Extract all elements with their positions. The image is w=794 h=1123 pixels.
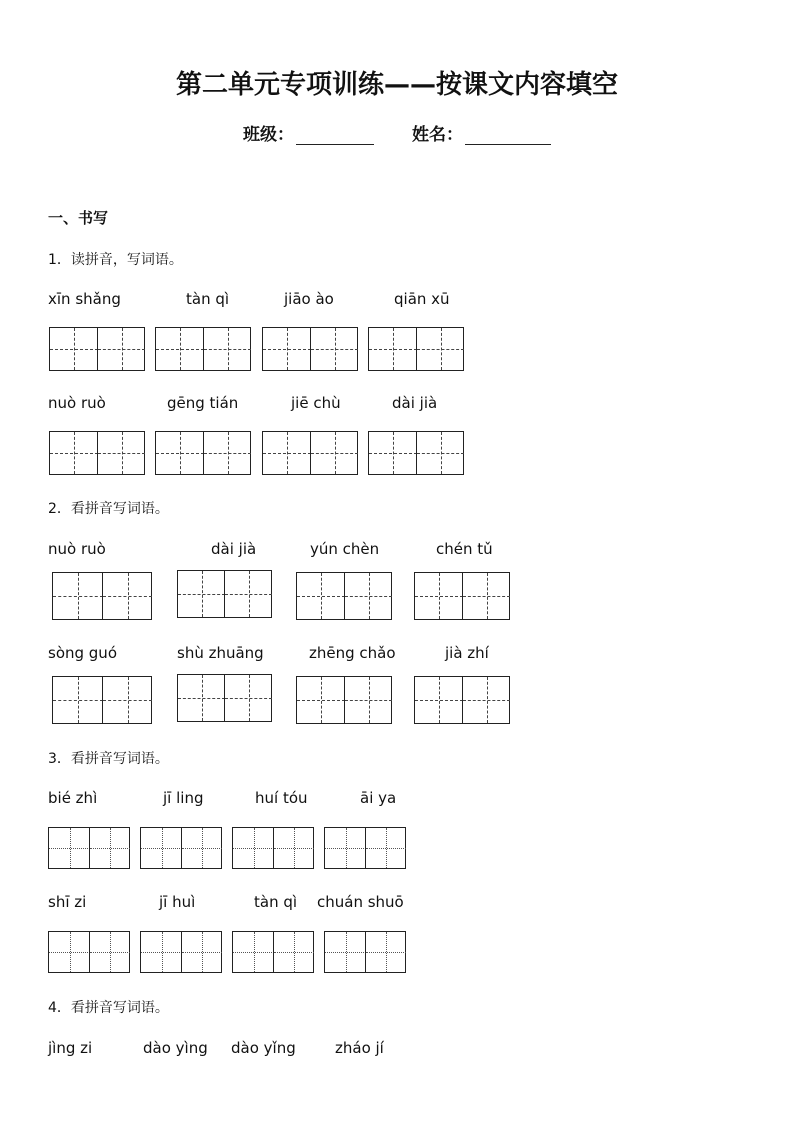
pinyin-word: jī ling [163, 789, 204, 807]
name-field [412, 120, 551, 145]
pinyin-word: jī huì [159, 893, 196, 911]
name-blank[interactable] [465, 126, 551, 145]
page-title: 第二单元专项训练——按课文内容填空 [175, 70, 618, 100]
q3-pinyin-row-1 [0, 789, 794, 809]
tianzige-box[interactable] [296, 676, 392, 724]
tianzige-box[interactable] [177, 570, 272, 618]
pinyin-word: dào yǐng [231, 1039, 296, 1057]
pinyin-word: tàn qì [186, 290, 230, 308]
q2-pinyin-row-1 [0, 540, 794, 560]
question-2-text: 2．看拼音写词语。 [48, 501, 169, 517]
tianzige-box[interactable] [48, 827, 130, 869]
pinyin-word: dài jià [211, 540, 257, 558]
pinyin-word: tàn qì [254, 893, 298, 911]
tianzige-box[interactable] [232, 931, 314, 973]
pinyin-word: dào yìng [143, 1039, 208, 1057]
tianzige-box[interactable] [49, 431, 145, 475]
tianzige-box[interactable] [48, 931, 130, 973]
class-field [243, 120, 374, 145]
question-3-text: 3．看拼音写词语。 [48, 751, 169, 767]
tianzige-box[interactable] [296, 572, 392, 620]
tianzige-box[interactable] [177, 674, 272, 722]
student-info [0, 120, 794, 145]
tianzige-box[interactable] [52, 572, 152, 620]
pinyin-word: zhēng chǎo [309, 644, 396, 662]
pinyin-word: shù zhuāng [177, 644, 264, 662]
tianzige-box[interactable] [368, 327, 464, 371]
pinyin-word: nuò ruò [48, 540, 106, 558]
tianzige-box[interactable] [49, 327, 145, 371]
pinyin-word: bié zhì [48, 789, 98, 807]
class-blank[interactable] [296, 126, 374, 145]
pinyin-word: jiē chù [291, 394, 341, 412]
pinyin-word: jiāo ào [284, 290, 334, 308]
tianzige-box[interactable] [232, 827, 314, 869]
pinyin-word: huí tóu [255, 789, 308, 807]
pinyin-word: jià zhí [445, 644, 489, 662]
pinyin-word: chuán shuō [317, 893, 404, 911]
tianzige-box[interactable] [414, 676, 510, 724]
tianzige-box[interactable] [368, 431, 464, 475]
tianzige-box[interactable] [262, 431, 358, 475]
tianzige-box[interactable] [140, 931, 222, 973]
question-1-text: 1．读拼音，写词语。 [48, 252, 183, 268]
tianzige-box[interactable] [324, 931, 406, 973]
pinyin-word: āi ya [360, 789, 397, 807]
class-label: 班级： [243, 125, 295, 145]
pinyin-word: yún chèn [310, 540, 380, 558]
q3-pinyin-row-2 [0, 893, 794, 913]
q2-pinyin-row-2 [0, 644, 794, 664]
pinyin-word: dài jià [392, 394, 438, 412]
section-heading: 一、书写 [48, 209, 109, 227]
tianzige-box[interactable] [155, 431, 251, 475]
pinyin-word: xīn shǎng [48, 290, 121, 308]
pinyin-word: sòng guó [48, 644, 117, 662]
question-4-text: 4．看拼音写词语。 [48, 1000, 169, 1016]
q4-pinyin-row-1 [0, 1039, 794, 1059]
pinyin-word: shī zi [48, 893, 87, 911]
tianzige-box[interactable] [140, 827, 222, 869]
pinyin-word: zháo jí [335, 1039, 384, 1057]
tianzige-box[interactable] [324, 827, 406, 869]
name-label: 姓名： [411, 125, 463, 145]
tianzige-box[interactable] [52, 676, 152, 724]
tianzige-box[interactable] [414, 572, 510, 620]
pinyin-word: gēng tián [167, 394, 239, 412]
pinyin-word: qiān xū [394, 290, 450, 308]
pinyin-word: jìng zi [48, 1039, 93, 1057]
q1-pinyin-row-1 [0, 290, 794, 310]
tianzige-box[interactable] [262, 327, 358, 371]
pinyin-word: nuò ruò [48, 394, 106, 412]
tianzige-box[interactable] [155, 327, 251, 371]
pinyin-word: chén tǔ [436, 540, 493, 558]
q1-pinyin-row-2 [0, 394, 794, 414]
